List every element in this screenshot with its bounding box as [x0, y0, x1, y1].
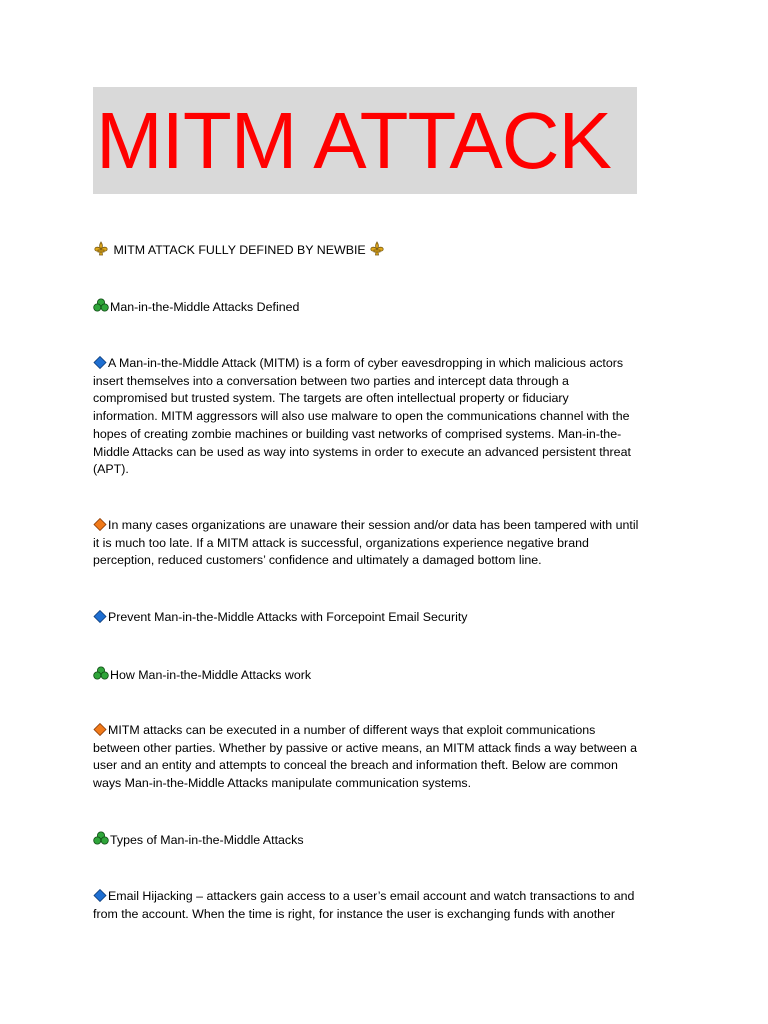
paragraph-line: MITM attacks can be executed in a number of different ways that exploit communications — [108, 723, 596, 737]
fleur-de-lis-icon — [369, 241, 385, 256]
title-banner — [93, 87, 637, 194]
paragraph-line: from the account. When the time is right, for instance the user is exchanging funds with another — [93, 906, 616, 921]
paragraph-line: user and an entity and attempts to conceal the breach and information theft. Below are common — [93, 758, 618, 773]
paragraph-line: (APT). — [93, 462, 129, 477]
section-heading — [93, 831, 671, 850]
blue-diamond-icon — [93, 610, 107, 623]
orange-diamond-icon — [93, 518, 107, 531]
page-title: MITM ATTACK — [96, 96, 611, 185]
paragraph — [93, 355, 671, 479]
fleur-de-lis-icon — [93, 241, 109, 256]
paragraph-line: hopes of creating zombie machines or building vast networks of comprised systems. Man-in-the- — [93, 426, 622, 441]
paragraph-line: Prevent Man-in-the-Middle Attacks with Forcepoint Email Security — [108, 610, 468, 624]
section-heading — [93, 666, 671, 685]
section-heading — [93, 298, 671, 317]
blue-diamond-icon — [93, 356, 107, 369]
heading-text: How Man-in-the-Middle Attacks work — [110, 668, 312, 682]
subtitle-line — [93, 241, 671, 260]
paragraph — [93, 517, 671, 570]
subtitle-text: MITM ATTACK FULLY DEFINED BY NEWBIE — [113, 243, 366, 257]
paragraph-line: ways Man-in-the-Middle Attacks manipulate communication systems. — [93, 776, 472, 791]
paragraph-line: Email Hijacking – attackers gain access to a user’s email account and watch transactions to and — [108, 889, 635, 903]
paragraph — [93, 609, 671, 627]
paragraph-line: In many cases organizations are unaware their session and/or data has been tampered with until — [108, 518, 639, 532]
paragraph-line: A Man-in-the-Middle Attack (MITM) is a form of cyber eavesdropping in which malicious actors — [108, 356, 624, 370]
orange-diamond-icon — [93, 723, 107, 736]
paragraph-line: between other parties. Whether by passive or active means, an MITM attack finds a way between a — [93, 740, 638, 755]
paragraph-line: perception, reduced customers’ confidence and ultimately a damaged bottom line. — [93, 553, 542, 568]
paragraph-line: Middle Attacks can be used as way into systems in order to execute an advanced persistent threat — [93, 444, 631, 459]
paragraph-line: information. MITM aggressors will also use malware to open the communications channel with the — [93, 409, 630, 424]
paragraph — [93, 722, 671, 793]
clover-icon — [93, 666, 109, 681]
heading-text: Types of Man-in-the-Middle Attacks — [110, 833, 304, 847]
blue-diamond-icon — [93, 889, 107, 902]
clover-icon — [93, 831, 109, 846]
clover-icon — [93, 298, 109, 313]
paragraph-line: compromised but trusted system. The targets are often intellectual property or fiduciary — [93, 391, 569, 406]
paragraph-line: insert themselves into a conversation between two parties and intercept data through a — [93, 373, 569, 388]
heading-text: Man-in-the-Middle Attacks Defined — [110, 300, 300, 314]
paragraph — [93, 888, 671, 923]
paragraph-line: it is much too late. If a MITM attack is successful, organizations experience negative brand — [93, 535, 589, 550]
